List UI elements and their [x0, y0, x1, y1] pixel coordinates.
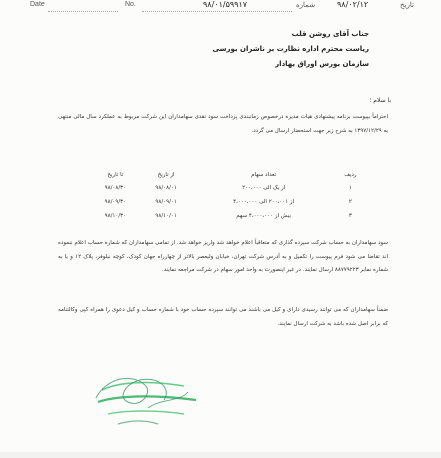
table-cell: بیش از ۴،۰۰۰،۰۰۰ سهم — [236, 213, 291, 219]
recipient-title: ریاست محترم اداره نظارت بر ناشران بورسی — [212, 45, 369, 53]
greeting: با سلام ؛ — [369, 97, 391, 104]
table-cell: از یک الی ۲۰۰،۰۰۰ — [242, 185, 286, 191]
company-stamp — [88, 368, 206, 432]
table-row — [90, 209, 365, 223]
table-row — [90, 195, 365, 209]
table-header-row — [90, 168, 365, 181]
recipient-name: جناب آقای روشن قلب — [291, 30, 369, 38]
date-line — [48, 11, 118, 12]
number-label: No. — [125, 1, 136, 8]
table-cell: ۹۸/۱۰/۰۱ — [155, 213, 177, 219]
table-row — [90, 181, 365, 195]
table-cell: ۹۸/۰۸/۳۰ — [104, 185, 127, 191]
table-cell: ۹۸/۱۰/۳۰ — [104, 213, 127, 219]
table-cell: از ۲۰۰،۰۰۱ الی ۴،۰۰۰،۰۰۰ — [233, 199, 295, 205]
dividend-notes-paragraph: سود سهامداران به حساب شرکت سپرده گذاری که متعاقباً اعلام خواهد شد واریز خواهد شد. از تمامی سهامداران که شماره حساب اعلام ننموده اند تقاضا می شود فرم پیوست را تکمیل و به آدرس شرکت تهران، خیابان ولیعصر بالاتر از چهارراه جهان کودک، کوچه نیلوفر، پلاک ۱۲ و یا به شماره نمابر ۸۸۷۷۹۲۲۳ ارسال نمایند. در غیر اینصورت به واحد امور سهام در شرکت مراجعه نمایند. — [58, 240, 388, 273]
table-cell: ۹۸/۰۸/۰۱ — [155, 185, 177, 191]
letter-header — [0, 0, 441, 14]
date-label-fa: تاریخ — [400, 2, 414, 9]
power-of-attorney-note: ضمناً سهامداران که می توانند رسیدی دارای و کیل می باشند می توانند سپرده حساب خود با شماره حساب و کیل دعوی را همراه کپی وکالتنامه که برابر اصل شده باشد به شرکت ارسال نمایند. — [58, 307, 388, 327]
page-bottom-edge — [0, 452, 441, 458]
column-header: تا تاریخ — [107, 171, 124, 178]
body-paragraph: احتراماً بپیوست برنامه پیشنهادی هیات مدیره درخصوص زمانبندی پرداخت سود نقدی سهامداران این شرکت مربوط به عملکرد سال مالی منتهی به ۱۳۹۷/۱۲/۲۹ به شرح زیر جهت استحضار ارسال می گردد. — [58, 114, 388, 134]
number-line — [142, 11, 292, 12]
table-cell: ۱ — [348, 185, 352, 191]
number-label-fa: شماره — [296, 2, 316, 9]
table-cell: ۳ — [348, 213, 352, 219]
table-cell: ۹۸/۰۹/۰۱ — [155, 199, 177, 205]
letter-date: ۹۸/۰۲/۱۲ — [337, 0, 369, 9]
recipient-organization: سازمان بورس اوراق بهادار — [275, 60, 369, 68]
letter-number: ۹۸/۰۱/۵۹۹۱۷ — [203, 0, 248, 9]
date-label: Date — [30, 1, 45, 8]
table-cell: ۹۸/۰۹/۳۰ — [104, 199, 127, 205]
column-header: تعداد سهام — [251, 171, 277, 178]
table-cell: ۲ — [348, 199, 352, 205]
payment-schedule-table — [90, 168, 365, 223]
column-header: ردیف — [344, 171, 357, 178]
column-header: از تاریخ — [157, 171, 175, 178]
